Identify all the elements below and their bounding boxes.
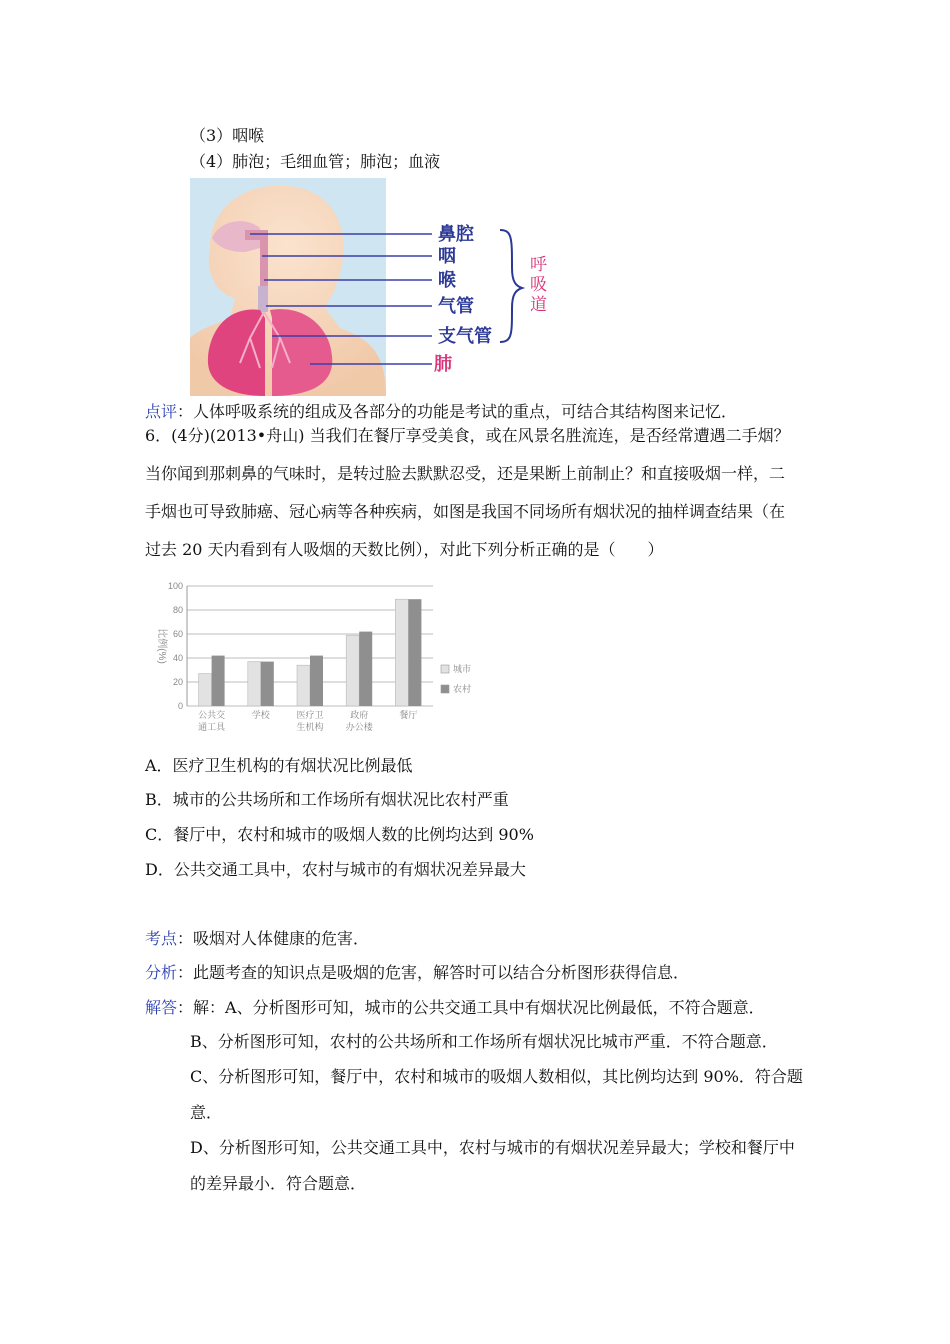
fenxi-line bbox=[145, 963, 689, 983]
bar-city bbox=[248, 662, 261, 706]
fenxi-tag: 分析 bbox=[145, 963, 178, 982]
respiratory-diagram bbox=[190, 178, 552, 396]
bar-rural bbox=[408, 599, 421, 706]
x-tick-label: 政府 bbox=[350, 710, 369, 720]
legend-label: 城市 bbox=[453, 664, 472, 674]
y-tick-label: 100 bbox=[167, 581, 183, 591]
label-lung: 肺 bbox=[434, 354, 452, 374]
label-pharynx: 咽 bbox=[438, 246, 456, 266]
question-line-1: 6．(4分)(2013•舟山) 当我们在餐厅享受美食，或在风景名胜流连，是否经常遭遇二手烟？ bbox=[145, 426, 790, 445]
group-label-char-2: 吸 bbox=[530, 275, 547, 294]
bar-rural bbox=[310, 656, 323, 706]
x-tick-label: 学校 bbox=[251, 710, 270, 720]
kaodian-tag: 考点 bbox=[145, 929, 178, 948]
x-tick-label: 餐厅 bbox=[399, 710, 418, 720]
comment-line bbox=[145, 402, 737, 422]
bar-city bbox=[395, 599, 408, 706]
jieda-line-c2: 意． bbox=[190, 1103, 223, 1122]
comment-text: ：人体呼吸系统的组成及各部分的功能是考试的重点，可结合其结构图来记忆． bbox=[177, 402, 738, 421]
option-a[interactable]: A．医疗卫生机构的有烟状况比例最低 bbox=[145, 756, 413, 775]
jieda-text-a: ：解：A、分析图形可知，城市的公共交通工具中有烟状况比例最低，不符合题意． bbox=[177, 998, 765, 1017]
jieda-line-a bbox=[145, 998, 765, 1018]
jieda-line-c1: C、分析图形可知，餐厅中，农村和城市的吸烟人数相似，其比例均达到 90%．符合题 bbox=[190, 1067, 803, 1086]
jieda-line-b: B、分析图形可知，农村的公共场所和工作场所有烟状况比城市严重．不符合题意． bbox=[190, 1032, 778, 1051]
question-line-4: 过去 20 天内看到有人吸烟的天数比例），对此下列分析正确的是（ ） bbox=[145, 540, 664, 559]
jieda-line-d2: 的差异最小．符合题意． bbox=[190, 1174, 367, 1193]
jieda-line-d1: D、分析图形可知，公共交通工具中，农村与城市的有烟状况差异最大；学校和餐厅中 bbox=[190, 1138, 795, 1157]
bar-rural bbox=[261, 662, 274, 706]
question-line-2: 当你闻到那刺鼻的气味时，是转过脸去默默忍受，还是果断上前制止？和直接吸烟一样，二 bbox=[145, 464, 786, 483]
x-tick-label: 医疗卫 bbox=[296, 710, 324, 720]
smoking-bar-chart bbox=[145, 578, 503, 738]
kaodian-line bbox=[145, 929, 369, 949]
legend-label: 农村 bbox=[453, 684, 472, 694]
bar-city bbox=[346, 635, 359, 706]
comment-tag: 点评 bbox=[145, 402, 178, 421]
fenxi-text: ：此题考查的知识点是吸烟的危害，解答时可以结合分析图形获得信息． bbox=[177, 963, 690, 982]
bar-rural bbox=[359, 632, 372, 706]
option-c[interactable]: C．餐厅中，农村和城市的吸烟人数的比例均达到 90% bbox=[145, 825, 534, 844]
jieda-tag: 解答 bbox=[145, 998, 178, 1017]
bar-rural bbox=[212, 656, 225, 706]
trachea bbox=[258, 286, 268, 312]
answer-item-4: （4）肺泡；毛细血管；肺泡；血液 bbox=[190, 152, 441, 171]
legend-swatch bbox=[441, 685, 449, 693]
y-tick-label: 0 bbox=[177, 701, 183, 711]
x-tick-label: 生机构 bbox=[296, 722, 324, 732]
y-axis-label: 比例(%) bbox=[156, 628, 167, 664]
option-d[interactable]: D．公共交通工具中，农村与城市的有烟状况差异最大 bbox=[145, 860, 526, 879]
y-tick-label: 20 bbox=[172, 677, 183, 687]
bar-city bbox=[199, 674, 212, 706]
x-tick-label: 通工具 bbox=[198, 722, 226, 732]
question-line-3: 手烟也可导致肺癌、冠心病等各种疾病，如图是我国不同场所有烟状况的抽样调查结果（在 bbox=[145, 502, 786, 521]
group-label-char-1: 呼 bbox=[530, 255, 547, 274]
group-label-char-3: 道 bbox=[530, 295, 547, 314]
y-tick-label: 60 bbox=[172, 629, 183, 639]
legend-swatch bbox=[441, 665, 449, 673]
y-tick-label: 80 bbox=[172, 605, 183, 615]
label-nasal-cavity: 鼻腔 bbox=[438, 224, 474, 244]
x-tick-label: 公共交 bbox=[198, 710, 226, 720]
bar-city bbox=[297, 665, 310, 706]
option-b[interactable]: B．城市的公共场所和工作场所有烟状况比农村严重 bbox=[145, 790, 509, 809]
answer-item-3: （3）咽喉 bbox=[190, 126, 265, 145]
respiratory-tract-brace bbox=[500, 230, 522, 342]
kaodian-text: ：吸烟对人体健康的危害． bbox=[177, 929, 370, 948]
label-trachea: 气管 bbox=[438, 296, 474, 316]
y-tick-label: 40 bbox=[172, 653, 183, 663]
label-bronchi: 支气管 bbox=[438, 326, 492, 346]
label-larynx: 喉 bbox=[438, 270, 456, 290]
x-tick-label: 办公楼 bbox=[345, 722, 373, 732]
